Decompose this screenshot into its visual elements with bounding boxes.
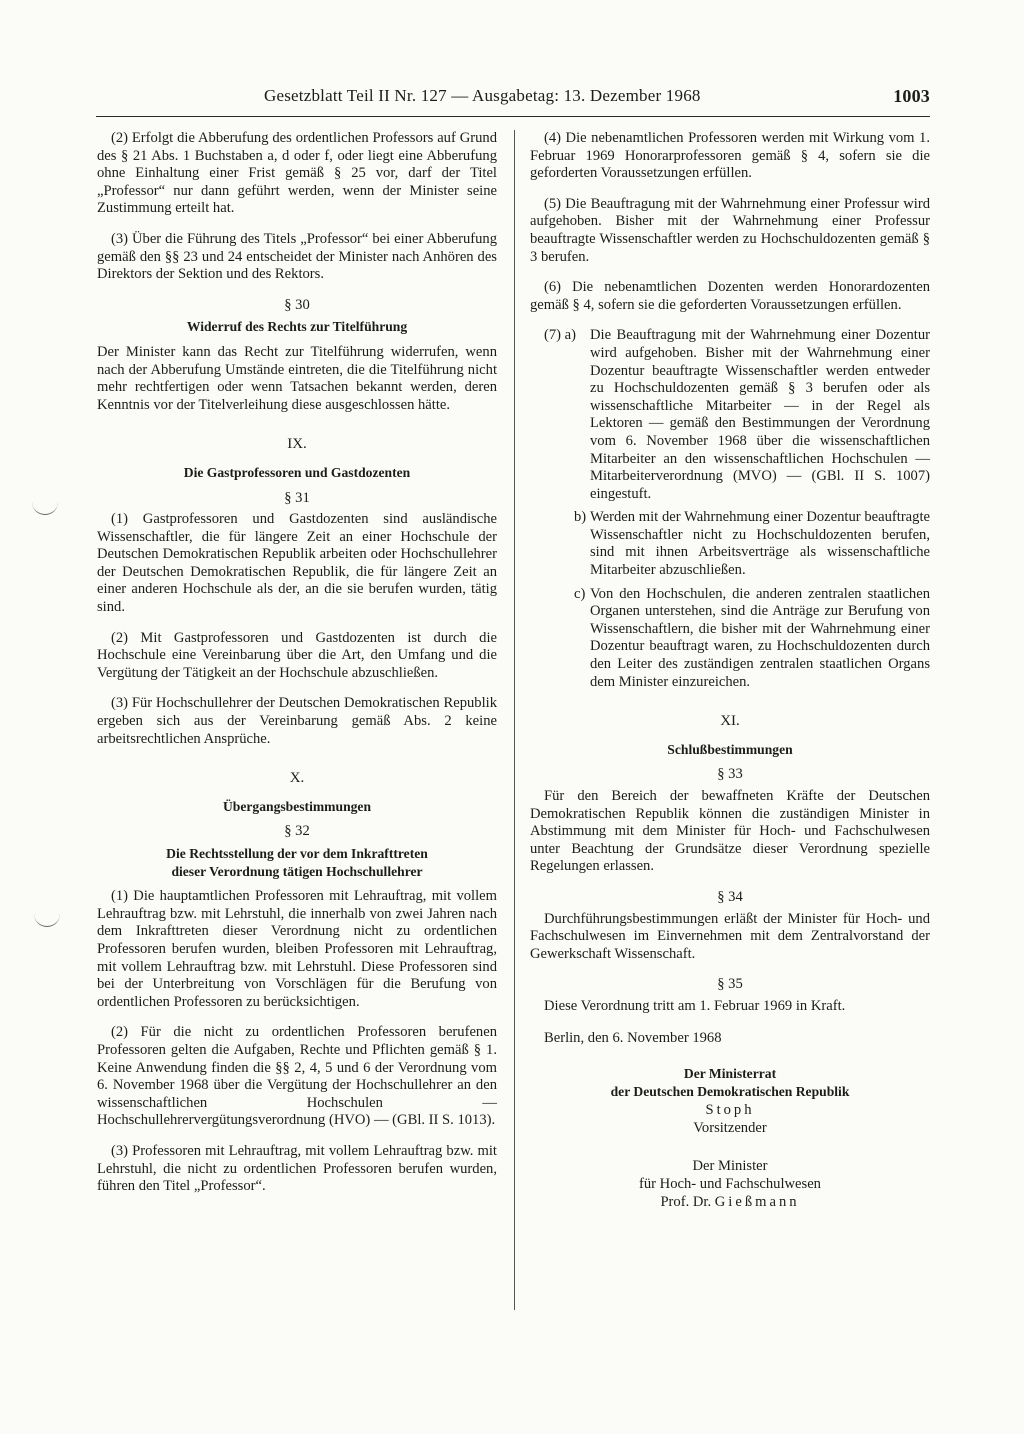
- paragraph: Für den Bereich der bewaffneten Kräfte der Deutschen Demokratischen Republik können die zuständigen Minister in Abstimmung mit dem Minister für Hoch- und Fachschulwesen unter Beachtung der Grundsätze dieser Verordnung spezielle Regelungen erlassen.: [530, 788, 930, 875]
- section-number: § 31: [284, 489, 310, 506]
- list-item: [530, 586, 930, 692]
- paragraph: (2) Erfolgt die Abberufung des ordentlichen Professors auf Grund des § 21 Abs. 1 Buchstaben a, d oder f, oder liegt eine Abberufung ohne Einhaltung einer Frist gemäß § 25 vor, darf der Titel „Professor“ nur dann geführt werden, wenn der Minister seine Zustimmung erteilt hat.: [97, 130, 497, 217]
- paragraph: (4) Die nebenamtlichen Professoren werden mit Wirkung vom 1. Februar 1969 Honorarprofessoren gemäß § 4, sofern sie die geforderten Voraussetzungen erfüllen.: [530, 130, 930, 182]
- margin-mark: [34, 912, 60, 927]
- margin-mark: [32, 500, 58, 515]
- paragraph: (5) Die Beauftragung mit der Wahrnehmung einer Professur wird aufgehoben. Bisher mit der Wahrnehmung einer Professur beauftragte Wissenschaftler werden zu Hochschuldozenten gemäß § 3 berufen.: [530, 195, 930, 265]
- section-number: § 30: [284, 296, 310, 313]
- signatory-prefix: Prof. Dr.: [660, 1194, 712, 1211]
- chapter-number: X.: [289, 770, 305, 787]
- signatory-body-line-2: der Deutschen Demokratischen Republik: [610, 1084, 850, 1100]
- list-item-label: b): [574, 509, 587, 526]
- paragraph: Der Minister kann das Recht zur Titelführung widerrufen, wenn nach der Abberufung Umstände eintreten, die die Titelführung nicht mehr rechtfertigen oder wenn Tatsachen bekannt werden, deren Kenntnis vor der Titelverleihung diese ausgeschlossen hätte.: [97, 343, 497, 413]
- place-and-date: Berlin, den 6. November 1968: [544, 1029, 722, 1046]
- signatory-body-line-1: Der Ministerrat: [683, 1066, 777, 1082]
- paragraph: (3) Für Hochschullehrer der Deutschen Demokratischen Republik ergeben sich aus der Vereinbarung gemäß Abs. 2 keine arbeitsrechtlichen Ansprüche.: [97, 695, 497, 747]
- paragraph: (3) Professoren mit Lehrauftrag, mit vollem Lehrauftrag bzw. mit Lehrstuhl, die nicht zu ordentlichen Professoren berufen wurden, führen den Titel „Professor“.: [97, 1142, 497, 1195]
- header-title: Gesetzblatt Teil II Nr. 127 — Ausgabetag: 13. Dezember 1968: [264, 86, 701, 105]
- header-rule: [96, 116, 930, 117]
- signatory-name: Stoph: [705, 1102, 755, 1119]
- chapter-heading: Die Gastprofessoren und Gastdozenten: [183, 464, 411, 480]
- list-item-label: (7) a): [544, 327, 577, 344]
- paragraph: (2) Für die nicht zu ordentlichen Professoren berufenen Professoren gelten die Aufgaben, Rechte und Pflichten gemäß § 1. Keine Anwendung finden die §§ 2, 4, 5 und 6 der Verordnung vom 6. November 1968 über die Vergütung der Hochschullehrer an den wissenschaftlichen Hochschulen — Hochschullehrervergütungsverordnung (HVO) — (GBl. II S. 1013).: [97, 1024, 497, 1129]
- right-column: [530, 130, 930, 1211]
- left-column: [97, 130, 497, 1209]
- signatory-role: Vorsitzender: [693, 1120, 767, 1137]
- paragraph: (2) Mit Gastprofessoren und Gastdozenten ist durch die Hochschule eine Vereinbarung über die Art, den Umfang und die Vergütung der Tätigkeit an der Hochschule abzuschließen.: [97, 629, 497, 681]
- chapter-number: XI.: [720, 713, 740, 730]
- section-heading-line-1: Die Rechtsstellung der vor dem Inkrafttreten: [166, 846, 428, 861]
- chapter-number: IX.: [287, 436, 307, 453]
- signatory-title-line-2: für Hoch- und Fachschulwesen: [639, 1176, 821, 1193]
- section-heading: Widerruf des Rechts zur Titelführung: [186, 319, 408, 335]
- page-number: 1003: [893, 86, 930, 106]
- list-item: [530, 509, 930, 579]
- list-item-text: Von den Hochschulen, die anderen zentralen staatlichen Organen unterstehen, sind die Anträge zur Berufung von Wissenschaftlern, die bisher mit der Wahrnehmung einer Dozentur beauftragt waren, zu Hochschuldozenten durch den Leiter des zuständigen zentralen staatlichen Organs dem Minister einzureichen.: [590, 585, 930, 690]
- section-number: § 34: [717, 888, 743, 905]
- paragraph: Durchführungsbestimmungen erläßt der Minister für Hoch- und Fachschulwesen im Einvernehmen mit dem Zentralvorstand der Gewerkschaft Wissenschaft.: [530, 910, 930, 962]
- section-heading-line-2: dieser Verordnung tätigen Hochschullehrer: [171, 863, 423, 879]
- signatory-name: Gießmann: [714, 1194, 800, 1211]
- section-number: § 33: [717, 766, 743, 783]
- page-header: [96, 86, 930, 110]
- list-item: [530, 327, 930, 503]
- chapter-heading: Schlußbestimmungen: [667, 741, 793, 757]
- paragraph: Diese Verordnung tritt am 1. Februar 1969 in Kraft.: [544, 997, 846, 1014]
- section-number: § 32: [284, 823, 310, 840]
- signatory-name-line: [530, 1193, 930, 1211]
- paragraph: (3) Über die Führung des Titels „Professor“ bei einer Abberufung gemäß den §§ 23 und 24 entscheidet der Minister nach Anhören des Direktors der Sektion und des Rektors.: [97, 230, 497, 283]
- column-divider: [514, 130, 515, 1310]
- section-number: § 35: [717, 976, 743, 993]
- list-item-text: Die Beauftragung mit der Wahrnehmung einer Dozentur wird aufgehoben. Bisher mit der Wahrnehmung einer Dozentur beauftragte Wissenschaftler werden entweder zu Hochschuldozenten gemäß § 3 berufen oder als wissenschaftliche Mitarbeiter — in der Regel als Lektoren — gemäß den Bestimmungen der Verordnung vom 6. November 1968 über die wissenschaftlichen Mitarbeiter an den wissenschaftlichen Hochschulen — Mitarbeiterverordnung (MVO) — (GBl. II S. 1007) eingestuft.: [590, 327, 930, 502]
- list-item-text: Werden mit der Wahrnehmung einer Dozentur beauftragte Wissenschaftler nicht zu Hochschuldozenten berufen, sind mit ihnen Arbeitsverträge als wissenschaftliche Mitarbeiter abzuschließen.: [590, 509, 930, 579]
- signatory-title-line-1: Der Minister: [692, 1158, 768, 1175]
- paragraph: (1) Die hauptamtlichen Professoren mit Lehrauftrag, mit vollem Lehrauftrag bzw. mit Lehrstuhl, die innerhalb von zwei Jahren nach dem Inkrafttreten dieser Verordnung nicht zu ordentlichen Professoren berufen wurden, bleiben Professoren mit Lehrauftrag, mit vollem Lehrauftrag bzw. mit Lehrstuhl. Diese Professoren sind bei der Unterbreitung von Vorschlägen für die Berufung von ordentlichen Professoren zu berücksichtigen.: [97, 888, 497, 1010]
- paragraph: (1) Gastprofessoren und Gastdozenten sind ausländische Wissenschaftler, die für längere Zeit an einer Hochschule der Deutschen Demokratischen Republik arbeiten oder Hochschullehrer der Deutschen Demokratischen Republik, die für längere Zeit an einer anderen Hochschule als der, an die sie berufen wurden, tätig sind.: [97, 511, 497, 616]
- paragraph: (6) Die nebenamtlichen Dozenten werden Honorardozenten gemäß § 4, sofern sie die geforderten Voraussetzungen erfüllen.: [530, 279, 930, 313]
- chapter-heading: Übergangsbestimmungen: [222, 798, 372, 814]
- list-item-label: c): [574, 585, 586, 602]
